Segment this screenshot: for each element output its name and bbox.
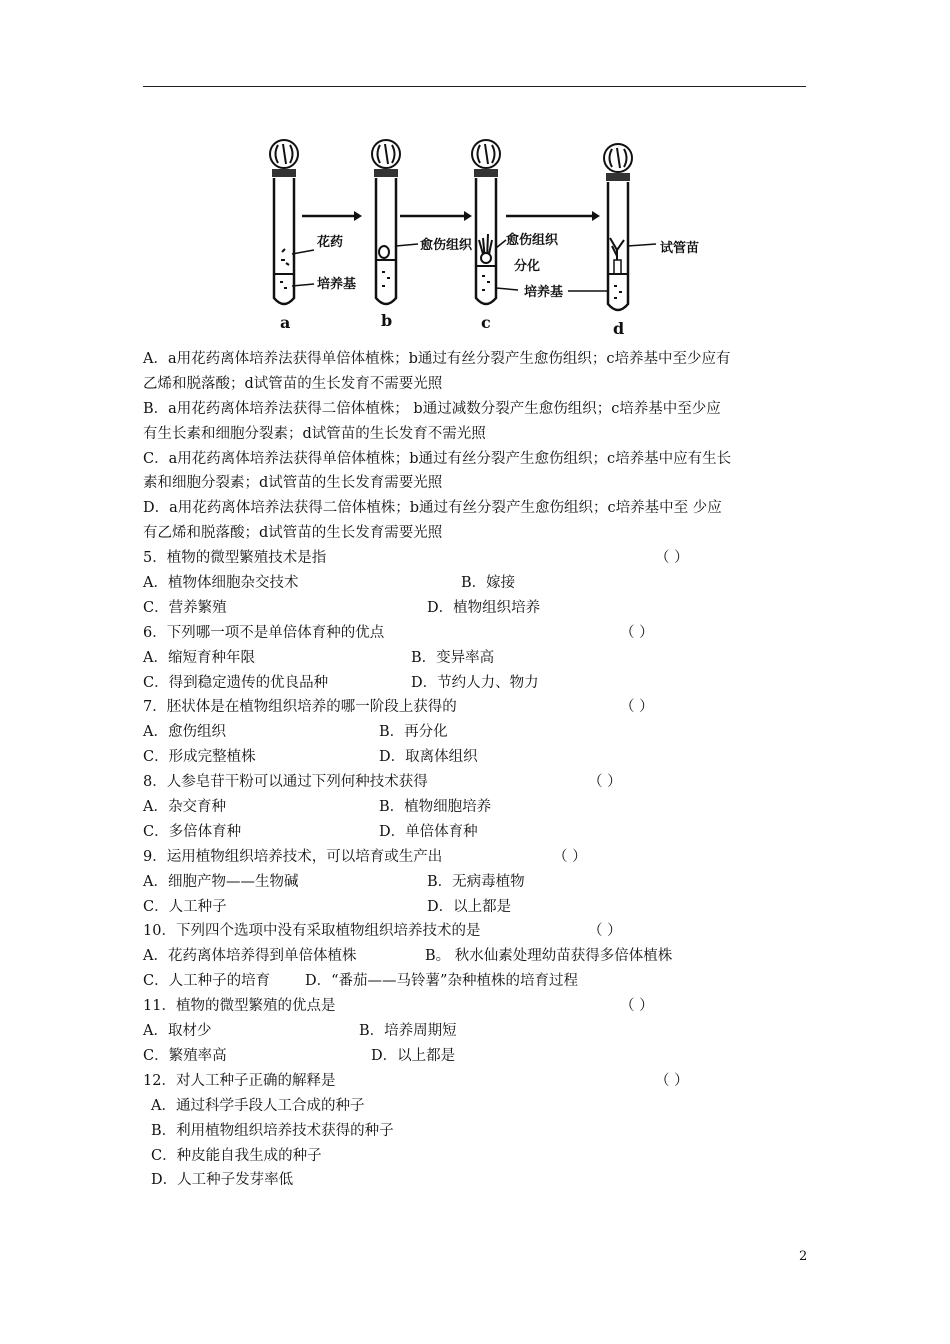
answer-blank[interactable]: （ ） bbox=[588, 923, 622, 940]
text-line bbox=[143, 820, 823, 845]
text-line bbox=[143, 671, 823, 696]
text-line bbox=[143, 1144, 823, 1169]
answer-option: D．单倍体育种 bbox=[379, 823, 478, 840]
answer-option: D．以上都是 bbox=[371, 1047, 456, 1064]
answer-option: B．培养周期短 bbox=[359, 1023, 457, 1040]
text-line bbox=[143, 422, 823, 447]
line-text: 10．下列四个选项中没有采取植物组织培养技术的是 bbox=[143, 923, 481, 940]
answer-option: A．花药离体培养得到单倍体植株 bbox=[143, 948, 357, 965]
answer-option: C．得到稳定遗传的优良品种 bbox=[143, 674, 329, 691]
answer-option: A．愈伤组织 bbox=[143, 724, 226, 741]
line-text: 11．植物的微型繁殖的优点是 bbox=[143, 998, 336, 1015]
text-line bbox=[143, 397, 823, 422]
line-text: C．种皮能自我生成的种子 bbox=[151, 1147, 322, 1164]
text-line bbox=[143, 546, 823, 571]
answer-option: A．取材少 bbox=[143, 1023, 212, 1040]
text-line bbox=[143, 720, 823, 745]
page-number: 2 bbox=[799, 1249, 808, 1264]
text-line bbox=[143, 870, 823, 895]
callus-label: 愈伤组织 bbox=[420, 238, 473, 253]
answer-option: C．形成完整植株 bbox=[143, 749, 256, 766]
text-line bbox=[143, 1044, 823, 1069]
text-line bbox=[143, 895, 823, 920]
text-line bbox=[143, 471, 823, 496]
answer-option: B．嫁接 bbox=[461, 575, 516, 592]
answer-blank[interactable]: （ ） bbox=[553, 848, 587, 865]
line-text: 乙烯和脱落酸；d试管苗的生长发育不需要光照 bbox=[143, 375, 443, 392]
answer-option: D．取离体组织 bbox=[379, 749, 478, 766]
answer-option: C．人工种子 bbox=[143, 898, 227, 915]
text-line bbox=[143, 795, 823, 820]
anther-label: 花药 bbox=[317, 235, 344, 250]
text-line bbox=[143, 969, 823, 994]
line-text: D．a用花药离体培养法获得二倍体植株；b通过有丝分裂产生愈伤组织；c培养基中至 少应 bbox=[143, 500, 722, 517]
answer-option: A．细胞产物——生物碱 bbox=[143, 873, 299, 890]
tube-d bbox=[604, 144, 632, 338]
callus-diff-label-1: 愈伤组织 bbox=[506, 233, 559, 248]
text-line bbox=[143, 944, 823, 969]
line-text: B．a用花药离体培养法获得二倍体植株； b通过减数分裂产生愈伤组织；c培养基中至少应 bbox=[143, 400, 721, 417]
line-text: 7．胚状体是在植物组织培养的哪一阶段上获得的 bbox=[143, 699, 457, 716]
line-text: 有乙烯和脱落酸；d试管苗的生长发育需要光照 bbox=[143, 525, 443, 542]
text-line bbox=[143, 745, 823, 770]
line-text: C．a用花药离体培养法获得单倍体植株；b通过有丝分裂产生愈伤组织；c培养基中应有生长 bbox=[143, 450, 732, 467]
line-text: 8．人参皂苷干粉可以通过下列何种技术获得 bbox=[143, 774, 428, 791]
line-text: 6．下列哪一项不是单倍体育种的优点 bbox=[143, 624, 385, 641]
medium-label-c: 培养基 bbox=[524, 285, 564, 300]
line-text: 5．植物的微型繁殖技术是指 bbox=[143, 550, 327, 567]
answer-blank[interactable]: （ ） bbox=[620, 998, 654, 1015]
tube-b bbox=[372, 140, 400, 330]
line-text: A．通过科学手段人工合成的种子 bbox=[151, 1097, 365, 1114]
answer-option: A．缩短育种年限 bbox=[143, 649, 255, 666]
line-text: D．人工种子发芽率低 bbox=[151, 1172, 294, 1189]
tube-letter-c: c bbox=[481, 313, 491, 332]
line-text: A．a用花药离体培养法获得单倍体植株；b通过有丝分裂产生愈伤组织；c培养基中至少应有 bbox=[143, 351, 731, 367]
line-text: B．利用植物组织培养技术获得的种子 bbox=[151, 1122, 394, 1139]
answer-option: D．以上都是 bbox=[427, 898, 512, 915]
answer-option: D．植物组织培养 bbox=[427, 599, 541, 616]
callus-diff-label-2: 分化 bbox=[514, 259, 541, 274]
answer-blank[interactable]: （ ） bbox=[655, 550, 689, 567]
text-line bbox=[143, 571, 823, 596]
line-text: 9．运用植物组织培养技术，可以培育或生产出 bbox=[143, 848, 443, 865]
answer-option: B．再分化 bbox=[379, 724, 448, 741]
text-line bbox=[143, 596, 823, 621]
test-tube-diagram bbox=[262, 128, 712, 340]
answer-option: D．“番茄——马铃薯”杂种植株的培育过程 bbox=[305, 973, 578, 990]
text-line bbox=[143, 695, 823, 720]
text-line bbox=[143, 1094, 823, 1119]
tube-letter-a: a bbox=[280, 313, 291, 332]
tube-c bbox=[472, 140, 500, 332]
text-line bbox=[143, 447, 823, 472]
answer-option: C．繁殖率高 bbox=[143, 1047, 227, 1064]
text-line bbox=[143, 1119, 823, 1144]
text-line bbox=[143, 1168, 823, 1193]
text-line bbox=[143, 646, 823, 671]
text-line bbox=[143, 347, 823, 372]
answer-option: B．无病毒植物 bbox=[427, 873, 525, 890]
answer-option: A．植物体细胞杂交技术 bbox=[143, 575, 299, 592]
text-line bbox=[143, 994, 823, 1019]
answer-option: C．营养繁殖 bbox=[143, 599, 227, 616]
line-text: 12．对人工种子正确的解释是 bbox=[143, 1072, 336, 1089]
line-text: 素和细胞分裂素；d试管苗的生长发育需要光照 bbox=[143, 475, 443, 492]
text-line bbox=[143, 621, 823, 646]
tube-letter-b: b bbox=[381, 311, 393, 330]
answer-option: C．多倍体育种 bbox=[143, 823, 242, 840]
tissue-culture-illustration bbox=[262, 128, 712, 340]
text-line bbox=[143, 1019, 823, 1044]
tube-letter-d: d bbox=[613, 319, 625, 338]
text-line bbox=[143, 845, 823, 870]
text-line bbox=[143, 372, 823, 397]
tube-a bbox=[270, 140, 298, 332]
answer-option: A．杂交育种 bbox=[143, 799, 226, 816]
answer-option: C．人工种子的培育 bbox=[143, 973, 271, 990]
answer-option: B．变异率高 bbox=[411, 649, 495, 666]
answer-blank[interactable]: （ ） bbox=[620, 624, 654, 641]
answer-option: B．植物细胞培养 bbox=[379, 799, 492, 816]
medium-label-a: 培养基 bbox=[317, 277, 357, 292]
answer-blank[interactable]: （ ） bbox=[588, 774, 622, 791]
header-rule bbox=[143, 86, 806, 87]
text-line bbox=[143, 770, 823, 795]
text-line bbox=[143, 919, 823, 944]
answer-blank[interactable]: （ ） bbox=[620, 699, 654, 716]
answer-blank[interactable]: （ ） bbox=[655, 1072, 689, 1089]
text-line bbox=[143, 1069, 823, 1094]
seedling-label: 试管苗 bbox=[660, 241, 700, 256]
answer-option: D．节约人力、物力 bbox=[411, 674, 539, 691]
question-text bbox=[143, 347, 823, 1193]
text-line bbox=[143, 496, 823, 521]
line-text: 有生长素和细胞分裂素；d试管苗的生长发育不需光照 bbox=[143, 425, 486, 442]
answer-option: B。 秋水仙素处理幼苗获得多倍体植株 bbox=[425, 948, 673, 965]
text-line bbox=[143, 521, 823, 546]
